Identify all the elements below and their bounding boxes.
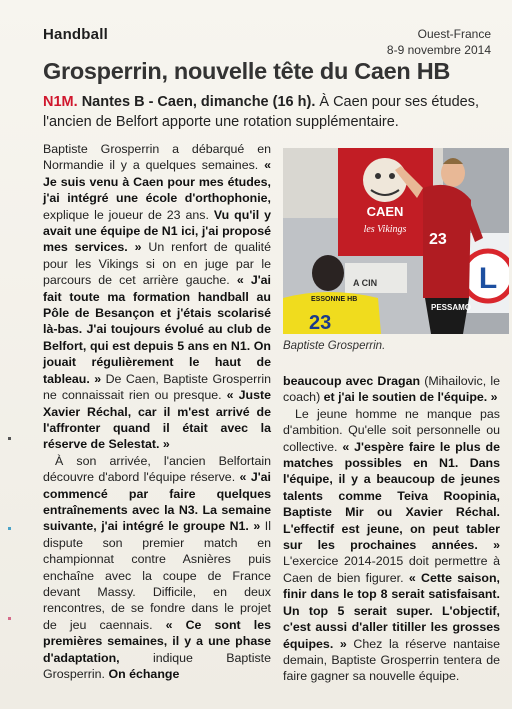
section-rubric: Handball xyxy=(43,26,108,43)
quote: « Cette saison, finir dans le top 8 serait satisfaisant. Un top 5 serait super. L'objectif, c'est aussi d'aller titiller les grosses équipes. » xyxy=(283,570,500,651)
source-block xyxy=(387,26,491,58)
jersey-number: 23 xyxy=(429,231,447,248)
quote: et j'ai le soutien de l'équipe. » xyxy=(323,390,498,405)
player-photo xyxy=(283,148,509,334)
lead-text: À Caen pour ses études, l'ancien de Belfort apporte une rotation supplémentaire. xyxy=(43,94,479,130)
body-text: (Mihailovic, le coach) xyxy=(283,374,500,405)
body-text: De Caen, Baptiste Grosperrin ne connaissait rien ou presque. xyxy=(43,371,272,403)
scan-mark xyxy=(8,527,11,530)
body-text: Un renfort de qualité pour les Vikings si on en juge par le parcours de cet arrière gauche. xyxy=(43,240,271,288)
source-date: 8-9 novembre 2014 xyxy=(386,43,491,57)
body-text: Il dispute son premier match en championnat contre Asnières puis enchaîne avec la coupe de France devant Massy. Difficile, en deux rencontres, de se fondre dans le projet de jeu caennais. xyxy=(43,519,271,632)
lead-paragraph xyxy=(43,92,497,132)
article-column-right xyxy=(283,373,500,685)
photo-caption: Baptiste Grosperrin. xyxy=(283,340,386,352)
photo-illustration xyxy=(283,148,509,334)
scan-mark xyxy=(8,617,11,620)
quote: « Ce sont les premières semaines, il y a une phase d'adaptation, xyxy=(43,617,271,665)
sponsor-logo-letter: L xyxy=(478,262,498,295)
league-tag: N1M. xyxy=(43,94,78,110)
quote: « Je suis venu à Caen pour mes études, j'ai intégré une école d'orthophonie, xyxy=(43,158,271,206)
scan-mark xyxy=(8,437,11,440)
quote: « J'ai commencé par faire quelques entraînements avec la N3. La semaine suivante, j'ai intégré le groupe N1. » xyxy=(43,470,271,534)
headline: Grosperrin, nouvelle tête du Caen HB xyxy=(43,58,451,84)
jersey-name: PESSAMO xyxy=(431,303,472,312)
body-text: À son arrivée, l'ancien Belfortain découvre d'abord l'équipe réserve. xyxy=(43,453,271,485)
body-text: Chez la réserve nantaise demain, Baptiste Grosperrin tentera de faire gagner sa nouvelle équipe. xyxy=(283,636,500,684)
quote: On échange xyxy=(108,667,180,681)
quote: « J'ai fait toute ma formation handball au Pôle de Besançon et j'étais scolarisé là-bas. J'ai toujours évolué au club de Belfort, qui est depuis 5 ans en N1. On jouait régulièrement le haut de tableau. » xyxy=(43,273,271,386)
sign-text: A CIN xyxy=(353,278,378,288)
article-column-left xyxy=(43,141,271,682)
body-text: Le jeune homme ne manque pas d'ambition. Qu'elle soit personnelle ou collective. xyxy=(283,406,500,454)
quote: beaucoup avec Dragan xyxy=(283,374,421,388)
quote: « J'espère faire le plus de matches possibles en N1. Dans l'équipe, il y a beaucoup de jeunes talents comme Teiva Roopinia, Baptiste Mir ou Xavier Réchal. L'effectif est jeune, on peut tabler sur les prochaines années. » xyxy=(283,439,500,553)
back-player-label: ESSONNE HB xyxy=(311,296,358,303)
source-paper: Ouest-France xyxy=(417,27,491,41)
body-text: indique Baptiste Grosperrin. xyxy=(43,650,271,681)
body-text: Baptiste Grosperrin a débarqué en Normandie il y a quelques semaines. xyxy=(43,142,271,173)
banner-subtext: les Vikings xyxy=(363,224,407,235)
quote: Vu qu'il y avait une équipe de N1 ici, j'ai proposé mes services. » xyxy=(43,207,271,255)
body-text: explique le joueur de 23 ans. xyxy=(43,207,209,222)
body-text: L'exercice 2014-2015 doit permettre à Caen de bien figurer. xyxy=(283,554,500,585)
banner-text: CAEN xyxy=(366,204,404,219)
quote: « Juste Xavier Réchal, car il m'est arrivé de l'affronter quand il était avec la réserve de Selestat. » xyxy=(43,388,271,452)
back-player-number: 23 xyxy=(309,312,332,334)
match-info: Nantes B - Caen, dimanche (16 h). xyxy=(81,94,316,110)
